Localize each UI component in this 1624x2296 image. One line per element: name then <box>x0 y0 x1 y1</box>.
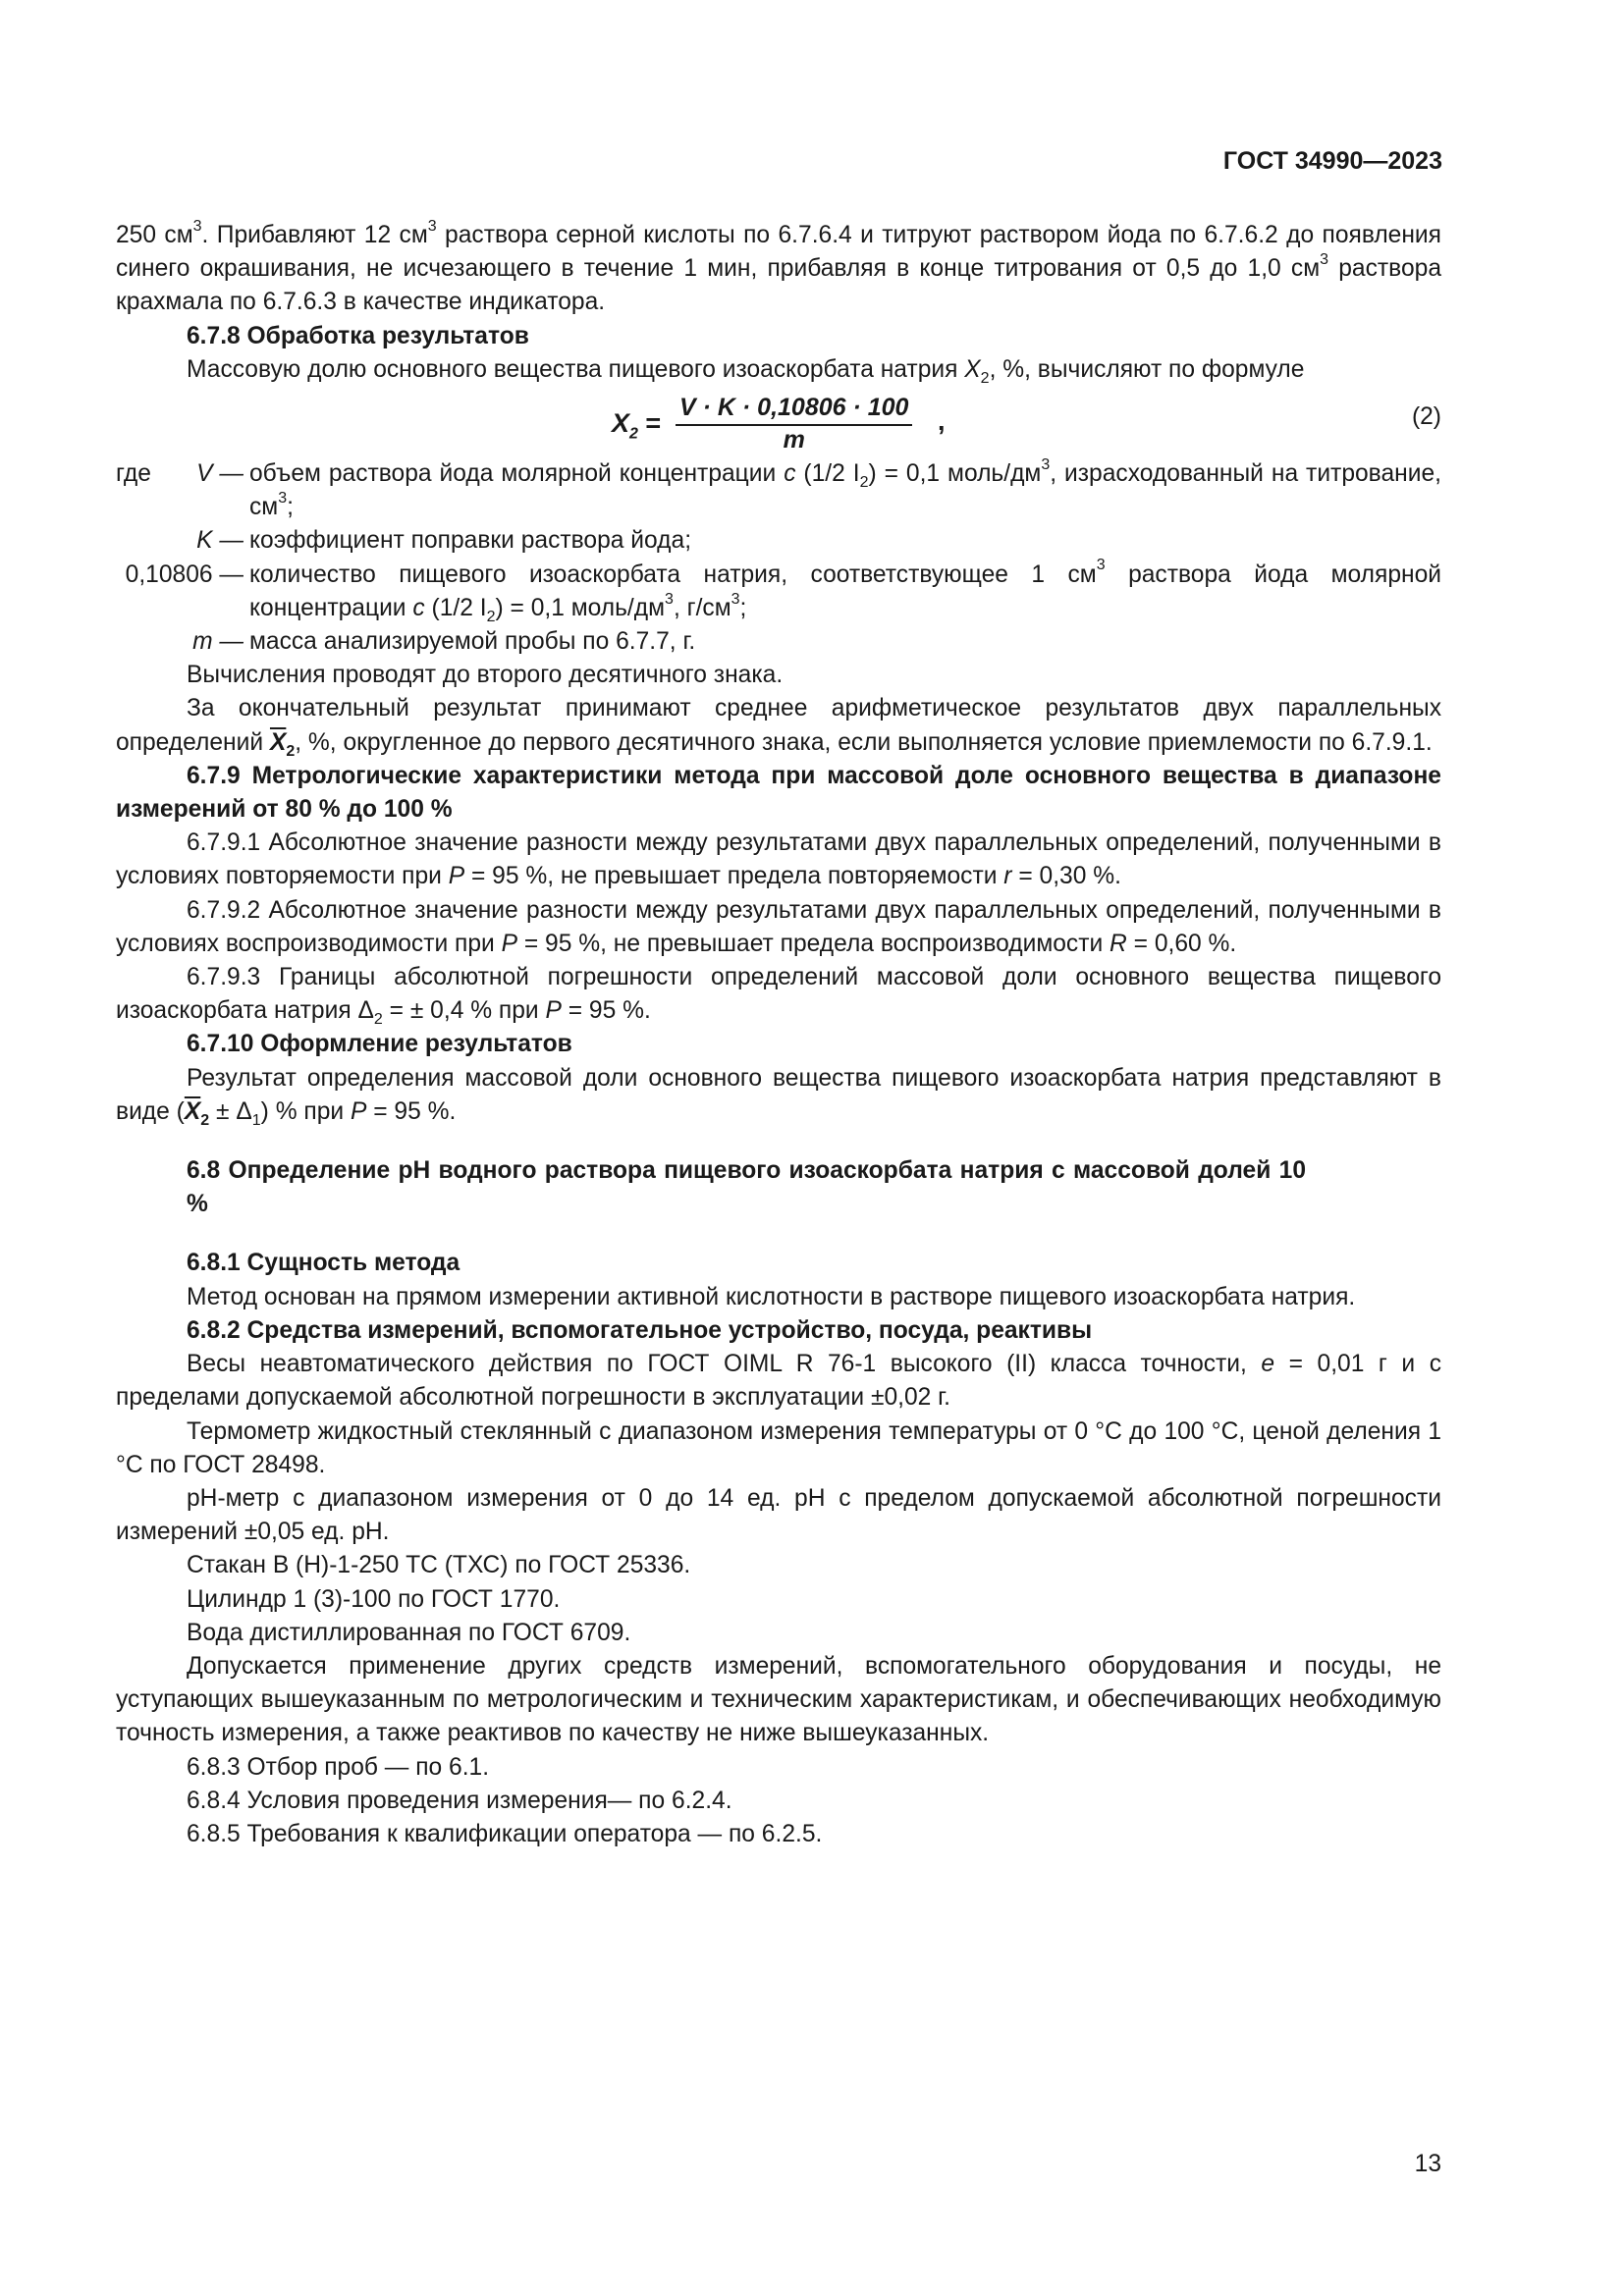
formula-denominator: m <box>783 426 805 454</box>
where-item-v: где V — объем раствора йода молярной концентрации c (1/2 $I_2) = 0,1$ моль/$дм^3$, израсходованный на титрование, $см^3$; <box>116 457 1441 524</box>
paragraph-thermometer: Термометр жидкостный стеклянный с диапазоном измерения температуры от 0 °С до 100 °С, ценой деления 1 °С по ГОСТ 28498. <box>116 1417 1441 1478</box>
paragraph-titration: 250 $см^3$. Прибавляют 12 $см^3$ раствора серной кислоты по 6.7.6.4 и титруют раствором йода по 6.7.6.2 до появления синего окрашивания, не исчезающего в течение 1 мин, прибавляя в конце титрования от 0,5 до 1,0 $см^3$ раствора крахмала по 6.7.6.3 в качестве индикатора. <box>116 217 1441 316</box>
paragraph-6-7-9-2: 6.7.9.2 Абсолютное значение разности между результатами двух параллельных определений, полученными в условиях воспроизводимости при P = 95 %, не превышает предела воспроизводимости R = 0,60 %. <box>116 896 1441 957</box>
heading-6-8-1: 6.8.1 Сущность метода <box>187 1250 460 1277</box>
paragraph-6-8-3: 6.8.3 Отбор проб — по 6.1. <box>187 1753 490 1781</box>
paragraph-calc: Вычисления проводят до второго десятичного знака. <box>187 662 784 689</box>
formula-comma: , <box>938 406 946 437</box>
page-body <box>116 219 1441 1851</box>
paragraph-scales: Весы неавтоматического действия по ГОСТ OIML R 76-1 высокого (II) класса точности, e = 0,01 г и с пределами допускаемой абсолютной погрешности в эксплуатации ±0,02 г. <box>116 1351 1441 1412</box>
paragraph-6-8-1: Метод основан на прямом измерении активной кислотности в растворе пищевого изоаскорбата натрия. <box>187 1283 1356 1310</box>
document-code: ГОСТ 34990—2023 <box>1222 147 1442 175</box>
where-label: где <box>116 460 151 488</box>
paragraph-6-8-4: 6.8.4 Условия проведения измерения— по 6.2.4. <box>187 1787 732 1814</box>
formula-numerator: V · K · 0,10806 · 100 <box>676 393 912 426</box>
paragraph-cylinder: Цилиндр 1 (3)-100 по ГОСТ 1770. <box>187 1585 561 1613</box>
where-list <box>116 457 1441 659</box>
paragraph-beaker: Стакан В (Н)-1-250 ТС (ТХС) по ГОСТ 25336. <box>187 1552 691 1579</box>
paragraph-6-7-9-1: 6.7.9.1 Абсолютное значение разности между результатами двух параллельных определений, полученными в условиях повторяемости при P = 95 %, не превышает предела повторяемости r = 0,30 %. <box>116 829 1441 890</box>
heading-6-8: 6.8 Определение pH водного раствора пищевого изоаскорбата натрия с массовой долей 10 % <box>187 1157 1306 1218</box>
heading-6-7-9: 6.7.9 Метрологические характеристики метода при массовой доле основного вещества в диапазоне измерений от 80 % до 100 % <box>116 762 1441 824</box>
paragraph-formula-intro: Массовую долю основного вещества пищевого изоаскорбата натрия $X_2$, %, вычисляют по формуле <box>187 355 1305 387</box>
paragraph-allowed: Допускается применение других средств измерений, вспомогательного оборудования и посуды, не уступающих вышеуказанным по метрологическим и техническим характеристикам, и обеспечивающих необходимую точность измерения, а также реактивов по качеству не ниже вышеуказанных. <box>116 1652 1441 1747</box>
formula-fraction <box>676 393 912 454</box>
where-item-m: m — масса анализируемой пробы по 6.7.7, г. <box>192 628 696 656</box>
heading-6-7-8: 6.7.8 Обработка результатов <box>187 322 529 349</box>
heading-6-8-2: 6.8.2 Средства измерений, вспомогательное устройство, посуда, реактивы <box>187 1316 1093 1344</box>
paragraph-final-result: За окончательный результат принимают среднее арифметическое результатов двух параллельных определений $\overline{X}_2$, %, округленное до первого десятичного знака, если выполняется условие приемлемости по 6.7.9.1. <box>116 695 1441 760</box>
paragraph-ph-meter: pH-метр с диапазоном измерения от 0 до 14 ед. pH с пределом допускаемой абсолютной погрешности измерений ±0,05 ед. pH. <box>116 1484 1441 1546</box>
formula-number: (2) <box>1411 403 1441 431</box>
formula-lhs: $X_2$ = <box>612 408 662 443</box>
heading-6-7-10: 6.7.10 Оформление результатов <box>187 1031 572 1058</box>
paragraph-water: Вода дистиллированная по ГОСТ 6709. <box>187 1619 631 1646</box>
formula-2 <box>116 393 1441 454</box>
paragraph-6-7-9-3: 6.7.9.3 Границы абсолютной погрешности определений массовой доли основного вещества пищевого изоаскорбата натрия $\Delta_2$ = ± 0,4 % при P = 95 %. <box>116 964 1441 1029</box>
paragraph-6-7-10: Результат определения массовой доли основного вещества пищевого изоаскорбата натрия представляют в виде $(\overline{X}_2 \pm \Delta_1)$ % при P = 95 %. <box>116 1064 1441 1129</box>
where-item-constant: 0,10806 — количество пищевого изоаскорбата натрия, соответствующее 1 $см^3$ раствора йода молярной концентрации c (1/2 $I_2) = 0,1$ моль/$дм^3$, $г/см^3$; <box>125 557 1441 625</box>
where-item-k: K — коэффициент поправки раствора йода; <box>196 527 692 555</box>
page-number: 13 <box>1414 2151 1441 2177</box>
paragraph-6-8-5: 6.8.5 Требования к квалификации оператора — по 6.2.5. <box>187 1820 823 1847</box>
